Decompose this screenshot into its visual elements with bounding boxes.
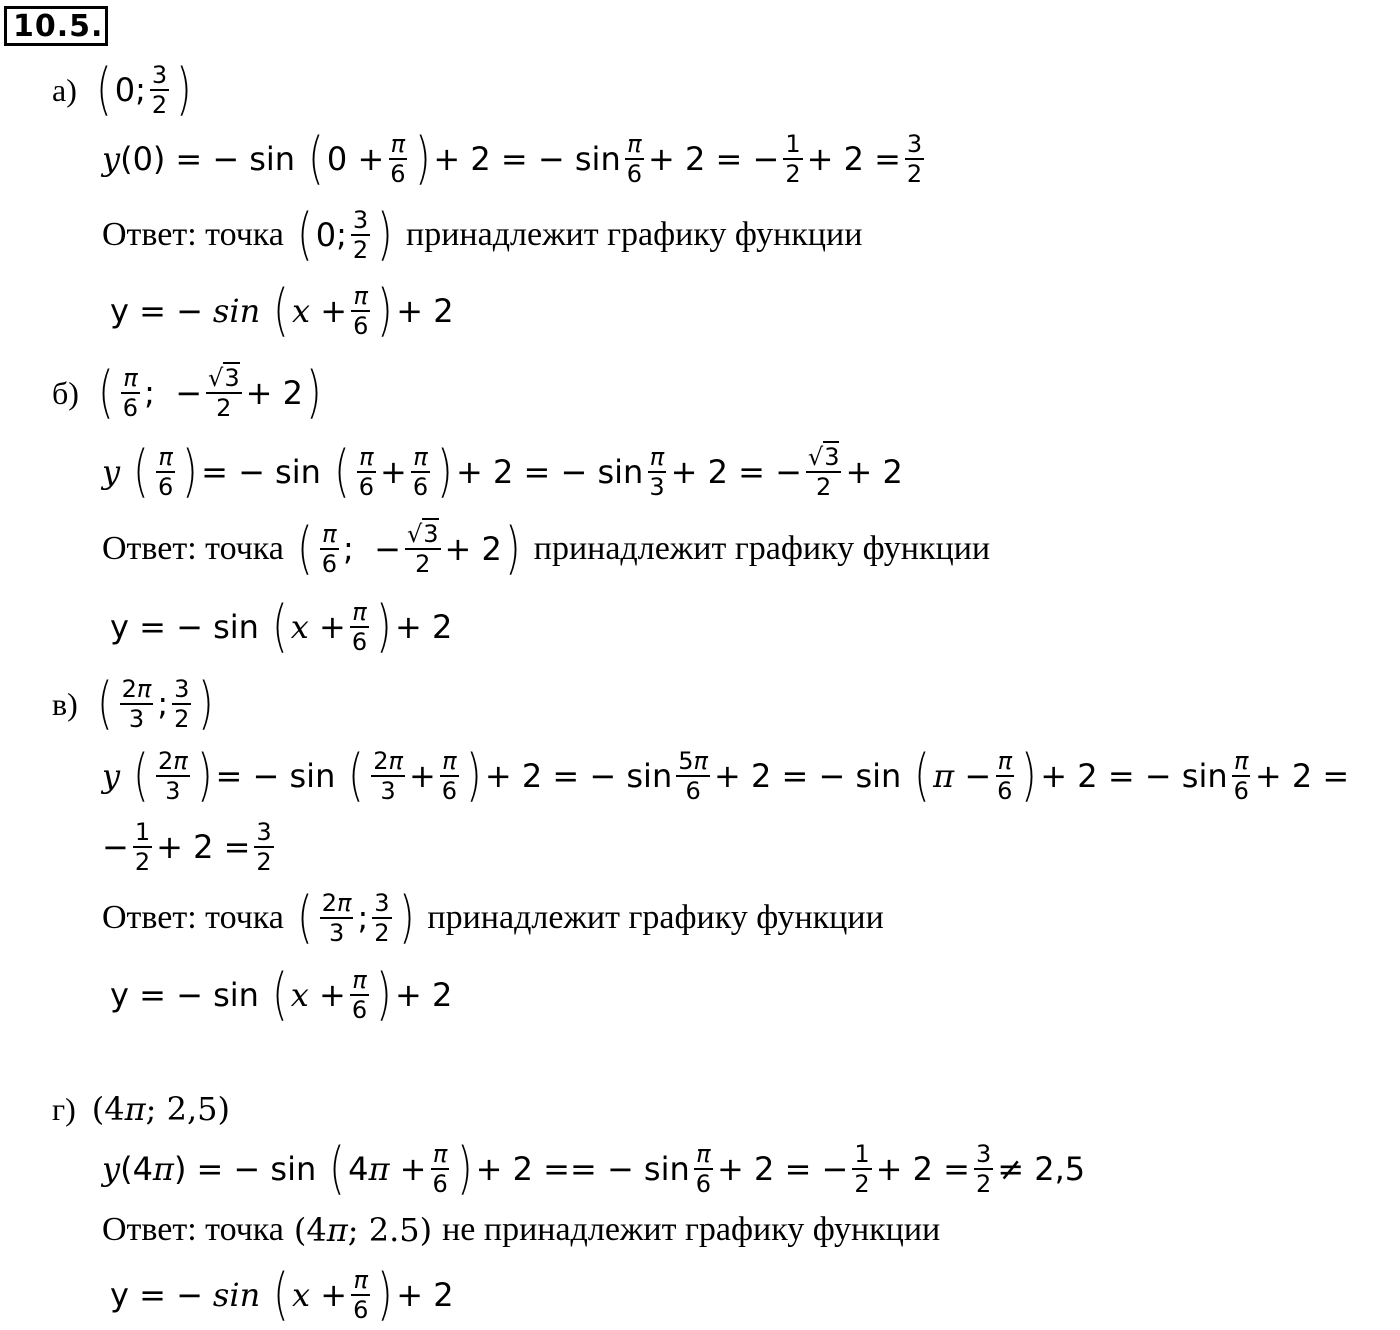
part-v-header: в) ( $\frac{2\pi}{3}$ ; $\frac{3}{2}$ ) (52, 671, 215, 736)
part-a-answer: Ответ: точка ( 0; $\frac{3}{2}$ ) принадлежит графику функции (102, 202, 863, 267)
part-v-calc-2: − $\frac{1}{2}$ + 2 = $\frac{3}{2}$ (102, 818, 272, 876)
part-g-label: г) (52, 1090, 76, 1127)
part-g-function: y = − sin ( x + $\frac{\pi}{6}$ ) + 2 (110, 1262, 454, 1327)
part-b-calc: y ( $\frac{\pi}{6}$ ) = − sin ( $\frac{\pi}{6}$ + $\frac{\pi}{6}$ ) + 2 = − sin $\frac{\pi}{3}$ + 2 = − $\frac{√3}{2}$ + 2 (102, 439, 903, 504)
part-a-header: а) ( 0; $\frac{3}{2}$ ) (52, 57, 192, 122)
part-a-calc: y (0) = − sin ( 0 + $\frac{\pi}{6}$ ) + 2 = − sin $\frac{\pi}{6}$ + 2 = − $\frac{1}{2}$ + 2 = $\frac{3}{2}$ (102, 126, 923, 191)
part-v-label: в) (52, 685, 78, 722)
problem-number: 10.5. (4, 6, 108, 46)
part-v-answer: Ответ: точка ( $\frac{2\pi}{3}$ ; $\frac{3}{2}$ ) принадлежит графику функции (102, 885, 884, 950)
part-b-label: б) (52, 374, 79, 411)
part-v-function: y = − sin ( x + $\frac{\pi}{6}$ ) + 2 (110, 962, 453, 1027)
part-b-answer: Ответ: точка ( $\frac{\pi}{6}$ ; − $\frac{√3}{2}$ + 2 ) принадлежит графику функции (102, 516, 991, 581)
part-g-calc: y (4 π ) = − sin ( 4 π + $\frac{\pi}{6}$ ) + 2 == − sin $\frac{\pi}{6}$ + 2 = − $\frac{1}{2}$ + 2 = $\frac{3}{2}$ ≠ 2,5 (102, 1136, 1086, 1201)
part-g-answer: Ответ: точка (4π; 2.5) не принадлежит графику функции (102, 1211, 941, 1249)
part-a-function: y = − sin ( x + $\frac{\pi}{6}$ ) + 2 (110, 278, 454, 343)
part-b-header: б) ( $\frac{\pi}{6}$ ; − $\frac{√3}{2}$ + 2 ) (52, 360, 322, 425)
part-g-header: г) (4π; 2,5) (52, 1090, 230, 1128)
part-a-label: а) (52, 71, 77, 108)
part-b-function: y = − sin ( x + $\frac{\pi}{6}$ ) + 2 (110, 594, 453, 659)
part-v-calc-1: y ( $\frac{2\pi}{3}$ ) = − sin ( $\frac{2\pi}{3}$ + $\frac{\pi}{6}$ ) + 2 = − sin $\frac{5\pi}{6}$ + 2 = − sin ( π − $\frac{\pi}{6}$ ) + 2 = − sin $\frac{\pi}{6}$ + 2 = (102, 743, 1350, 808)
